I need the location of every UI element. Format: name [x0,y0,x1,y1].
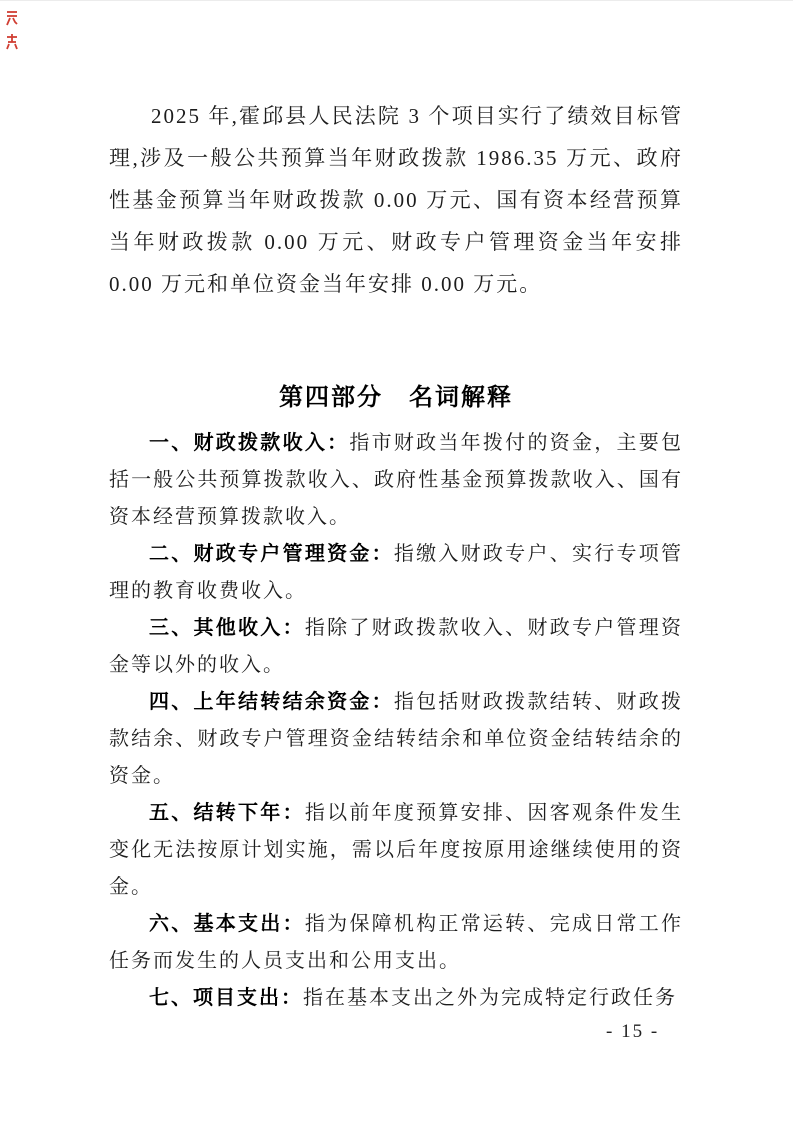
corner-red-mark-icon [5,9,19,27]
term-definition: 指为保障机构正常运转、完成日常工作任务而发生的人员支出和公用支出。 [109,913,684,972]
term-item [109,536,683,610]
term-definition: 指市财政当年拨付的资金，主要包括一般公共预算拨款收入、政府性基金预算拨款收入、国有资本经营预算拨款收入。 [109,432,684,528]
term-item [109,610,683,684]
term-label: 二、财政专户管理资金： [149,543,394,565]
term-label: 六、基本支出： [149,913,305,935]
term-item [109,980,683,1017]
terms-list [109,425,683,1017]
term-label: 四、上年结转结余资金： [149,691,394,713]
page-content [109,95,683,1017]
term-definition: 指以前年度预算安排、因客观条件发生变化无法按原计划实施，需以后年度按原用途继续使用的资金。 [109,802,684,898]
term-item [109,795,683,906]
term-label: 一、财政拨款收入： [149,432,350,454]
term-item [109,425,683,536]
corner-red-marks [5,9,25,57]
term-definition: 指缴入财政专户、实行专项管理的教育收费收入。 [109,543,684,602]
page-number: - 15 - [606,1021,660,1042]
term-definition: 指在基本支出之外为完成特定行政任务 [303,987,677,1009]
term-label: 三、其他收入： [149,617,305,639]
term-label: 七、项目支出： [149,987,303,1009]
term-label: 五、结转下年： [149,802,305,824]
intro-paragraph: 2025 年,霍邱县人民法院 3 个项目实行了绩效目标管理,涉及一般公共预算当年财政拨款 1986.35 万元、政府性基金预算当年财政拨款 0.00 万元、国有资本经营预算当年财政拨款 0.00 万元、财政专户管理资金当年安排 0.00 万元和单位资金当年安排 0.00 万元。 [109,104,683,296]
term-item [109,684,683,795]
section-heading: 第四部分 名词解释 [279,384,513,411]
corner-red-mark-icon [5,33,19,51]
term-item [109,906,683,980]
term-definition: 指包括财政拨款结转、财政拨款结余、财政专户管理资金结转结余和单位资金结转结余的资金。 [109,691,684,787]
term-definition: 指除了财政拨款收入、财政专户管理资金等以外的收入。 [109,617,684,676]
